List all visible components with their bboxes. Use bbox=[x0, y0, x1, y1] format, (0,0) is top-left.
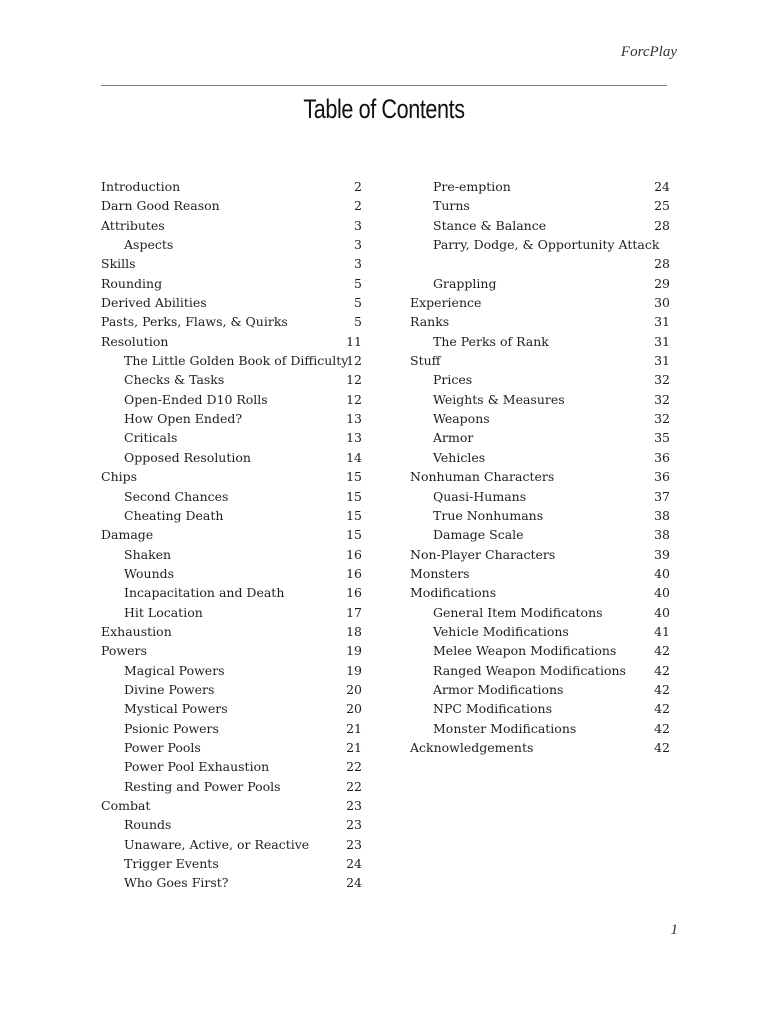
toc-subentry[interactable] bbox=[101, 390, 362, 409]
toc-subentry[interactable] bbox=[410, 487, 670, 506]
toc-entry-page-number: 25 bbox=[654, 198, 670, 214]
toc-entry-title: Modifications bbox=[410, 585, 497, 601]
toc-subentry[interactable] bbox=[101, 777, 362, 796]
toc-entry-page-number: 28 bbox=[654, 256, 670, 272]
toc-subentry[interactable] bbox=[101, 583, 362, 602]
toc-entry[interactable] bbox=[101, 196, 362, 215]
toc-subentry[interactable] bbox=[410, 274, 670, 293]
toc-subentry[interactable] bbox=[101, 370, 362, 389]
toc-subentry[interactable] bbox=[101, 738, 362, 757]
toc-entry-page-number: 20 bbox=[346, 701, 362, 717]
toc-entry-title: Skills bbox=[101, 256, 136, 272]
toc-subentry[interactable] bbox=[410, 641, 670, 660]
toc-entry-page-number: 35 bbox=[654, 430, 670, 446]
toc-entry-page-number: 31 bbox=[654, 333, 670, 349]
toc-entry-page-number: 40 bbox=[654, 585, 670, 601]
toc-entry-title: General Item Modificatons bbox=[433, 604, 603, 620]
toc-subentry[interactable] bbox=[101, 661, 362, 680]
toc-entry-title: Experience bbox=[410, 295, 482, 311]
toc-entry[interactable] bbox=[101, 796, 362, 815]
toc-entry-title: Parry, Dodge, & Opportunity Attack bbox=[433, 237, 660, 253]
toc-entry-page-number: 21 bbox=[346, 720, 362, 736]
toc-entry-page-number: 18 bbox=[346, 623, 362, 639]
toc-entry-title: The Little Golden Book of Difficulty bbox=[124, 353, 349, 369]
page-number: 1 bbox=[670, 922, 678, 938]
toc-subentry[interactable] bbox=[410, 409, 670, 428]
toc-entry-title: Resolution bbox=[101, 333, 169, 349]
toc-entry-page-number: 3 bbox=[354, 256, 362, 272]
toc-subentry[interactable] bbox=[101, 409, 362, 428]
toc-subentry[interactable] bbox=[101, 487, 362, 506]
toc-subentry[interactable] bbox=[101, 448, 362, 467]
toc-entry-title: Exhaustion bbox=[101, 623, 172, 639]
toc-entry-page-number: 31 bbox=[654, 314, 670, 330]
header-divider bbox=[101, 85, 667, 86]
toc-subentry[interactable] bbox=[101, 835, 362, 854]
toc-entry-page-number: 21 bbox=[346, 739, 362, 755]
toc-subentry[interactable] bbox=[410, 254, 670, 273]
toc-entry-title: Turns bbox=[433, 198, 470, 214]
toc-subentry[interactable] bbox=[410, 332, 670, 351]
toc-entry-title: Derived Abilities bbox=[101, 295, 207, 311]
toc-entry[interactable] bbox=[410, 467, 670, 486]
toc-subentry[interactable] bbox=[410, 525, 670, 544]
toc-subentry[interactable] bbox=[410, 177, 670, 196]
toc-subentry[interactable] bbox=[410, 428, 670, 447]
toc-entry-title: Vehicles bbox=[433, 449, 486, 465]
toc-entry-title: Darn Good Reason bbox=[101, 198, 220, 214]
toc-entry[interactable] bbox=[101, 312, 362, 331]
toc-subentry[interactable] bbox=[410, 719, 670, 738]
toc-entry-title: Stuff bbox=[410, 353, 441, 369]
toc-entry-title: Melee Weapon Modifications bbox=[433, 643, 617, 659]
toc-subentry[interactable] bbox=[101, 854, 362, 873]
toc-entry-page-number: 19 bbox=[346, 662, 362, 678]
toc-entry-page-number: 32 bbox=[654, 411, 670, 427]
toc-entry-page-number: 16 bbox=[346, 585, 362, 601]
toc-entry-title: Ranks bbox=[410, 314, 450, 330]
toc-entry-title: Mystical Powers bbox=[124, 701, 228, 717]
toc-entry-title: Combat bbox=[101, 798, 151, 813]
toc-entry-title: Introduction bbox=[101, 179, 181, 194]
toc-entry-page-number: 38 bbox=[654, 527, 670, 543]
toc-entry-title: Powers bbox=[101, 643, 147, 659]
toc-entry-title: Stance & Balance bbox=[433, 217, 547, 233]
toc-entry-page-number: 5 bbox=[354, 295, 362, 311]
toc-entry-title: Incapacitation and Death bbox=[124, 585, 285, 601]
toc-subentry[interactable] bbox=[410, 235, 670, 254]
toc-entry-page-number: 13 bbox=[346, 411, 362, 427]
toc-entry-title: Rounding bbox=[101, 275, 163, 291]
toc-entry[interactable] bbox=[410, 583, 670, 602]
toc-entry-title: Trigger Events bbox=[124, 856, 219, 872]
toc-entry-title: Quasi-Humans bbox=[433, 488, 527, 504]
toc-entry-title: Opposed Resolution bbox=[124, 449, 251, 465]
toc-subentry[interactable] bbox=[101, 506, 362, 525]
toc-subentry[interactable] bbox=[410, 390, 670, 409]
toc-entry-page-number: 23 bbox=[346, 836, 362, 852]
toc-entry-title: Rounds bbox=[124, 817, 172, 833]
toc-entry-title: Wounds bbox=[124, 565, 175, 581]
toc-entry[interactable] bbox=[101, 274, 362, 293]
toc-entry-page-number: 32 bbox=[654, 391, 670, 407]
toc-entry-title: Power Pool Exhaustion bbox=[124, 759, 270, 775]
toc-subentry[interactable] bbox=[101, 545, 362, 564]
toc-entry-page-number: 37 bbox=[654, 488, 670, 504]
toc-entry-page-number: 13 bbox=[346, 430, 362, 446]
running-header: ForcPlay bbox=[620, 44, 677, 60]
toc-entry-page-number: 19 bbox=[346, 643, 362, 659]
toc-entry-title: Shaken bbox=[124, 546, 172, 562]
toc-entry-page-number: 40 bbox=[654, 565, 670, 581]
toc-entry-page-number: 30 bbox=[654, 295, 670, 311]
toc-subentry[interactable] bbox=[410, 506, 670, 525]
toc-entry[interactable] bbox=[101, 525, 362, 544]
toc-entry-title: Pre-emption bbox=[433, 179, 511, 194]
toc-entry-page-number: 2 bbox=[354, 198, 362, 214]
toc-entry-title: Aspects bbox=[124, 237, 174, 253]
toc-entry-title: How Open Ended? bbox=[124, 411, 243, 427]
toc-entry-page-number: 3 bbox=[354, 237, 362, 253]
toc-entry-title: Monster Modifications bbox=[433, 720, 577, 736]
toc-entry-page-number: 42 bbox=[654, 681, 670, 697]
toc-entry-page-number: 32 bbox=[654, 372, 670, 388]
toc-entry-title: Divine Powers bbox=[124, 681, 215, 697]
toc-entry-title: Hit Location bbox=[124, 604, 203, 620]
toc-entry[interactable] bbox=[101, 467, 362, 486]
toc-entry-page-number: 36 bbox=[654, 449, 670, 465]
toc-entry-page-number: 14 bbox=[346, 449, 362, 465]
toc-subentry[interactable] bbox=[410, 448, 670, 467]
toc-entry-page-number: 23 bbox=[346, 798, 362, 813]
toc-subentry[interactable] bbox=[101, 564, 362, 583]
toc-entry-title: The Perks of Rank bbox=[433, 333, 549, 349]
toc-subentry[interactable] bbox=[410, 370, 670, 389]
toc-entry-page-number: 29 bbox=[654, 275, 670, 291]
toc-subentry[interactable] bbox=[410, 622, 670, 641]
toc-entry-title: Psionic Powers bbox=[124, 720, 219, 736]
toc-entry[interactable] bbox=[101, 254, 362, 273]
toc-entry[interactable] bbox=[410, 312, 670, 331]
toc-entry-page-number: 12 bbox=[346, 353, 362, 369]
toc-entry-title: Grappling bbox=[433, 275, 497, 291]
toc-entry-title: Ranged Weapon Modifications bbox=[433, 662, 626, 678]
toc-entry-page-number: 16 bbox=[346, 546, 362, 562]
toc-entry-title: Armor bbox=[433, 430, 474, 446]
toc-entry-title: Damage bbox=[101, 527, 154, 543]
toc-entry-page-number: 5 bbox=[354, 275, 362, 291]
toc-entry-title: Weights & Measures bbox=[433, 391, 565, 407]
toc-entry-title: Prices bbox=[433, 372, 473, 388]
toc-entry-page-number: 42 bbox=[654, 720, 670, 736]
toc-entry-page-number: 41 bbox=[654, 623, 670, 639]
toc-entry-title: Unaware, Active, or Reactive bbox=[124, 836, 310, 852]
toc-entry-page-number: 12 bbox=[346, 372, 362, 388]
toc-entry-title: Second Chances bbox=[124, 488, 229, 504]
toc-entry-page-number: 16 bbox=[346, 565, 362, 581]
toc-entry-title: Damage Scale bbox=[433, 527, 524, 543]
toc-entry-page-number: 11 bbox=[346, 333, 362, 349]
toc-entry-title: Attributes bbox=[101, 217, 165, 233]
toc-subentry[interactable] bbox=[101, 815, 362, 834]
toc-entry-title: True Nonhumans bbox=[433, 507, 544, 523]
toc-entry-page-number: 39 bbox=[654, 546, 670, 562]
toc-entry-page-number: 23 bbox=[346, 817, 362, 833]
toc-entry-page-number: 42 bbox=[654, 662, 670, 678]
toc-subentry[interactable] bbox=[410, 680, 670, 699]
toc-entry-page-number: 12 bbox=[346, 391, 362, 407]
toc-entry-page-number: 15 bbox=[346, 527, 362, 543]
toc-column-left bbox=[101, 177, 362, 893]
toc-entry-page-number: 5 bbox=[354, 314, 362, 330]
toc-entry[interactable] bbox=[101, 332, 362, 351]
toc-entry-page-number: 15 bbox=[346, 507, 362, 523]
toc-subentry[interactable] bbox=[101, 603, 362, 622]
toc-entry-page-number: 22 bbox=[346, 778, 362, 794]
toc-entry-page-number: 31 bbox=[654, 353, 670, 369]
toc-entry-page-number: 20 bbox=[346, 681, 362, 697]
toc-entry-page-number: 15 bbox=[346, 469, 362, 485]
toc-subentry[interactable] bbox=[101, 699, 362, 718]
toc-entry-title: Criticals bbox=[124, 430, 178, 446]
toc-subentry[interactable] bbox=[410, 216, 670, 235]
toc-entry-page-number: 24 bbox=[346, 856, 362, 872]
toc-entry-page-number: 42 bbox=[654, 701, 670, 717]
toc-entry-title: Power Pools bbox=[124, 739, 201, 755]
toc-entry-title: Cheating Death bbox=[124, 507, 224, 523]
toc-entry-page-number: 42 bbox=[654, 643, 670, 659]
toc-entry[interactable] bbox=[410, 293, 670, 312]
toc-entry-title: Nonhuman Characters bbox=[410, 469, 555, 485]
toc-entry-page-number: 15 bbox=[346, 488, 362, 504]
toc-entry-page-number: 36 bbox=[654, 469, 670, 485]
toc-entry[interactable] bbox=[101, 622, 362, 641]
toc-entry[interactable] bbox=[101, 216, 362, 235]
toc-entry[interactable] bbox=[101, 293, 362, 312]
toc-subentry[interactable] bbox=[101, 351, 362, 370]
toc-entry-title: Open-Ended D10 Rolls bbox=[124, 391, 268, 407]
toc-entry-page-number: 24 bbox=[346, 875, 362, 891]
toc-subentry[interactable] bbox=[101, 719, 362, 738]
toc-subentry[interactable] bbox=[410, 699, 670, 718]
toc-subentry[interactable] bbox=[101, 235, 362, 254]
toc-entry-title: Who Goes First? bbox=[124, 875, 229, 891]
toc-entry-title: Pasts, Perks, Flaws, & Quirks bbox=[101, 314, 288, 330]
toc-entry[interactable] bbox=[410, 351, 670, 370]
toc-entry-title: Weapons bbox=[433, 411, 490, 427]
toc-entry-title: Checks & Tasks bbox=[124, 372, 225, 388]
toc-entry-title: Chips bbox=[101, 469, 138, 485]
toc-subentry[interactable] bbox=[101, 757, 362, 776]
toc-entry-page-number: 40 bbox=[654, 604, 670, 620]
toc-entry[interactable] bbox=[101, 177, 362, 196]
toc-entry-page-number: 42 bbox=[654, 739, 670, 755]
toc-entry-page-number: 17 bbox=[346, 604, 362, 620]
page-title: Table of Contents bbox=[303, 94, 465, 124]
toc-entry-page-number: 38 bbox=[654, 507, 670, 523]
toc-column-right bbox=[410, 177, 670, 757]
toc-entry[interactable] bbox=[101, 641, 362, 660]
toc-entry-page-number: 24 bbox=[654, 179, 670, 194]
toc-entry[interactable] bbox=[410, 738, 670, 757]
toc-subentry[interactable] bbox=[101, 428, 362, 447]
toc-entry-page-number: 22 bbox=[346, 759, 362, 775]
toc-entry-title: Monsters bbox=[410, 565, 470, 581]
toc-entry-title: Acknowledgements bbox=[410, 739, 534, 755]
toc-subentry[interactable] bbox=[101, 680, 362, 699]
toc-subentry[interactable] bbox=[410, 661, 670, 680]
toc-subentry[interactable] bbox=[101, 873, 362, 892]
toc-entry-page-number: 2 bbox=[354, 179, 362, 194]
toc-subentry[interactable] bbox=[410, 603, 670, 622]
toc-entry-title: Resting and Power Pools bbox=[124, 778, 281, 794]
toc-entry-title: Magical Powers bbox=[124, 662, 225, 678]
toc-entry-title: NPC Modifications bbox=[433, 701, 553, 717]
toc-subentry[interactable] bbox=[410, 196, 670, 215]
toc-entry[interactable] bbox=[410, 564, 670, 583]
toc-entry-page-number: 28 bbox=[654, 217, 670, 233]
toc-entry-title: Armor Modifications bbox=[433, 681, 564, 697]
toc-entry[interactable] bbox=[410, 545, 670, 564]
toc-entry-title: Vehicle Modifications bbox=[433, 623, 569, 639]
toc-entry-title: Non-Player Characters bbox=[410, 546, 556, 562]
toc-entry-page-number: 3 bbox=[354, 217, 362, 233]
